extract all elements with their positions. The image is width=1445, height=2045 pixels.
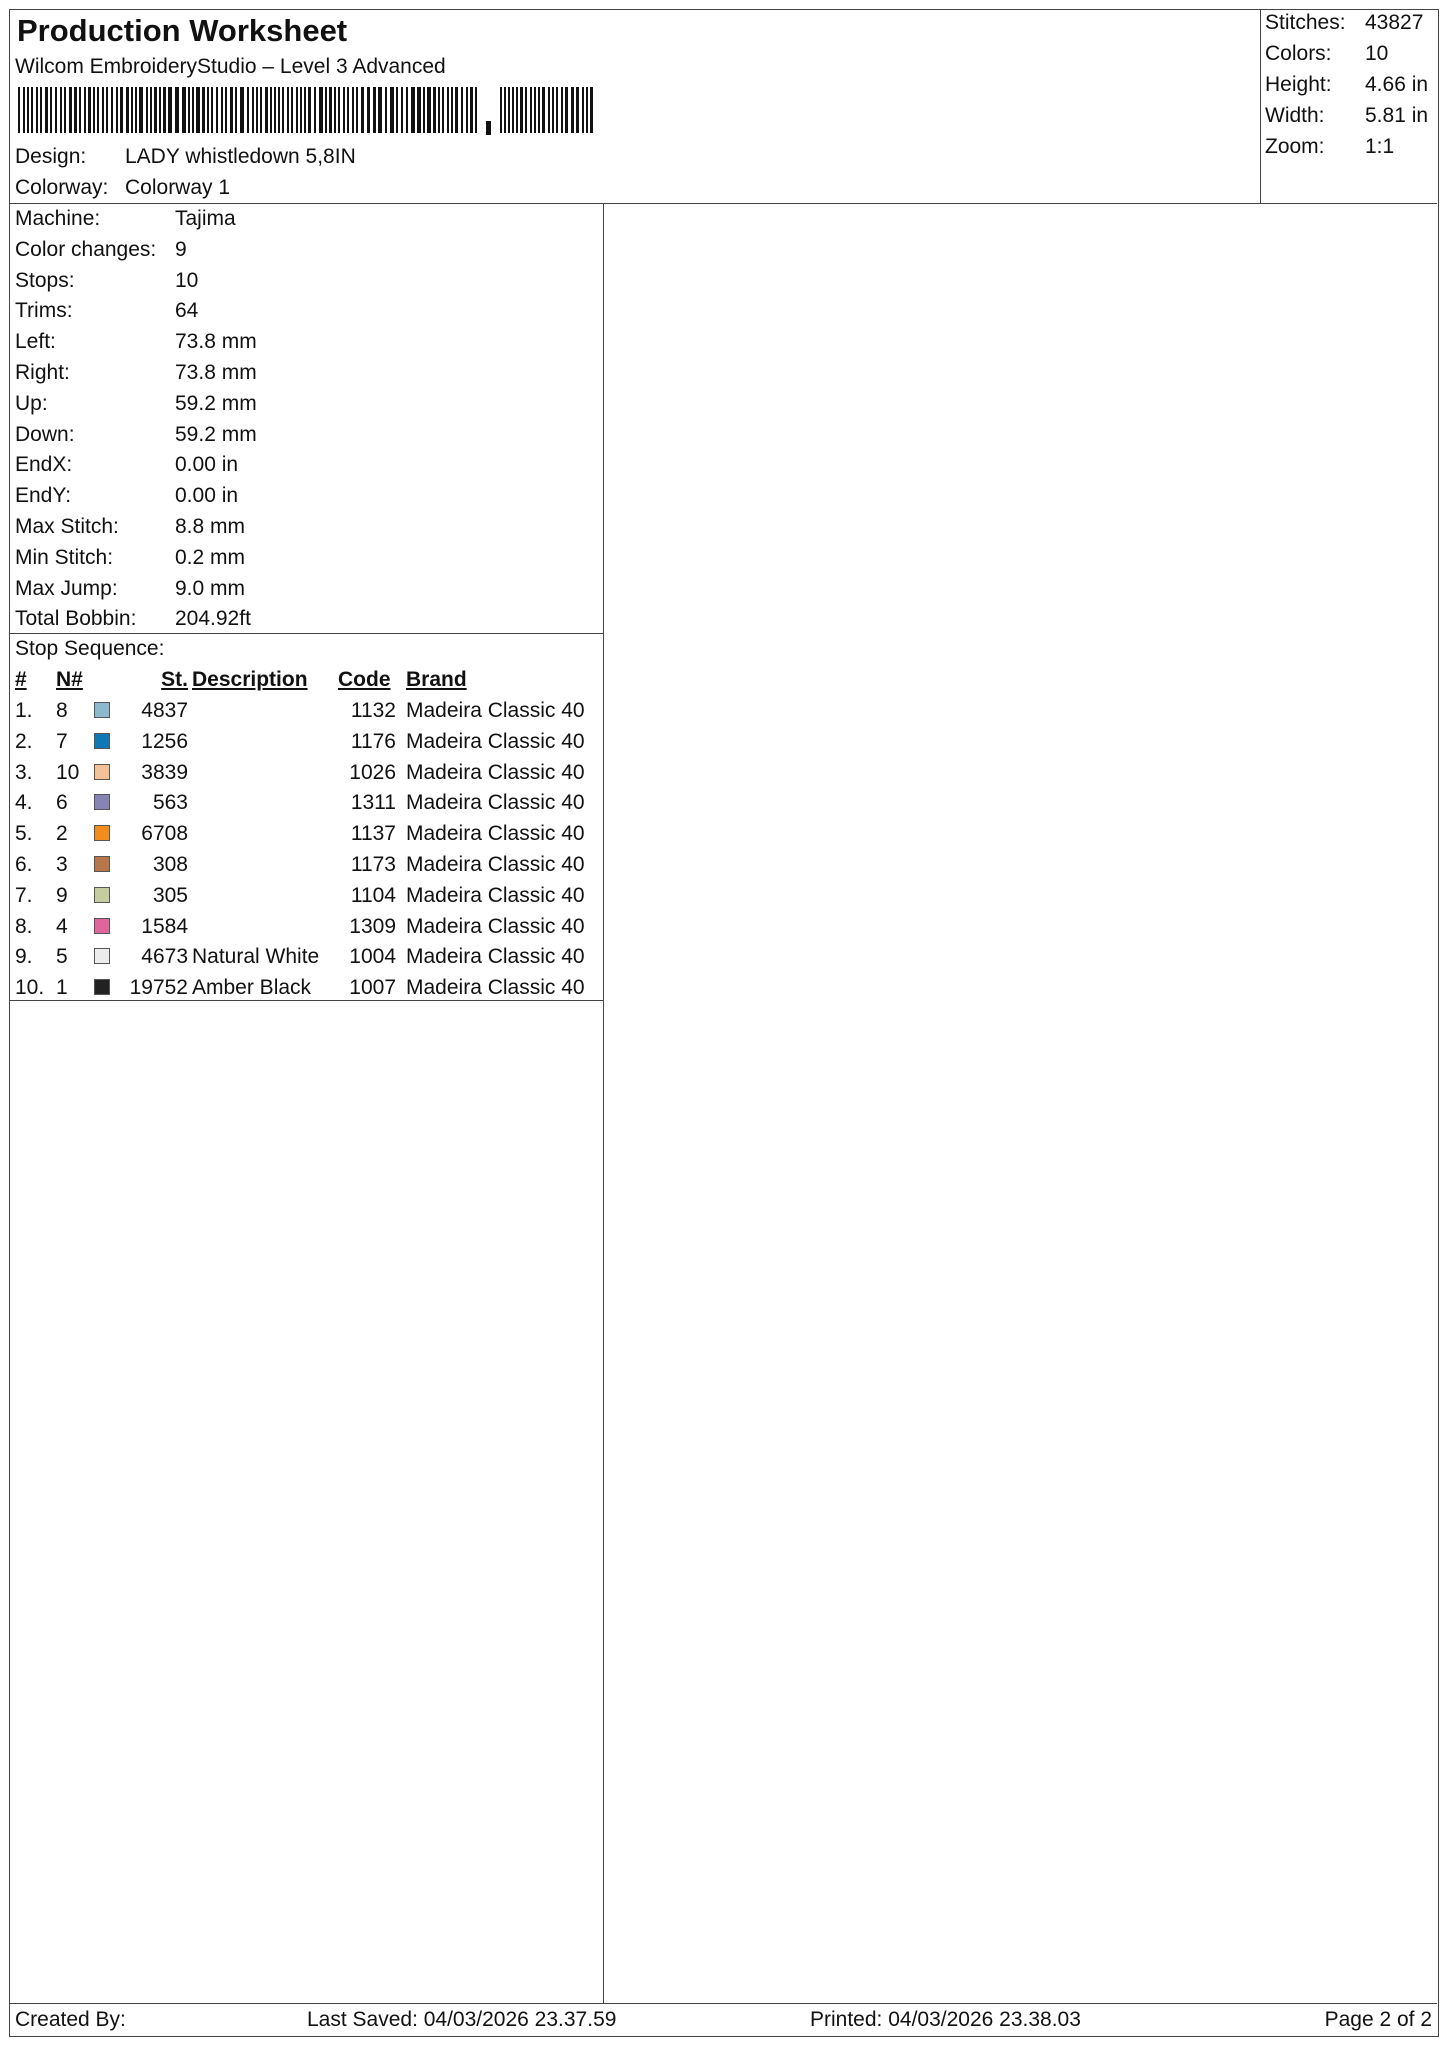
machine-info-label: Machine: bbox=[15, 207, 101, 230]
footer-created-by: Created By: bbox=[15, 2008, 126, 2031]
column-header-brand: Brand bbox=[406, 668, 467, 691]
column-header-num: # bbox=[15, 668, 27, 691]
needle-number: 10 bbox=[56, 760, 80, 784]
machine-info-label: Max Stitch: bbox=[15, 515, 119, 538]
stitch-count: 4837 bbox=[141, 699, 188, 722]
thread-color-swatch bbox=[94, 764, 110, 780]
colorway-value: Colorway 1 bbox=[125, 176, 231, 199]
row-number: 10. bbox=[15, 976, 45, 1000]
stitch-count: 305 bbox=[152, 883, 188, 907]
thread-color-swatch bbox=[94, 856, 110, 872]
needle-number: 7 bbox=[56, 729, 68, 753]
machine-info-value: 0.2 mm bbox=[175, 545, 246, 569]
stop-sequence-divider bbox=[10, 1000, 603, 1001]
design-label: Design: bbox=[15, 145, 87, 168]
thread-brand: Madeira Classic 40 bbox=[406, 699, 585, 722]
summary-label: Colors: bbox=[1265, 42, 1332, 65]
stitch-count: 4673 bbox=[141, 945, 188, 969]
footer-page-number: Page 2 of 2 bbox=[1324, 2008, 1432, 2031]
column-divider bbox=[603, 203, 604, 2003]
thread-brand: Madeira Classic 40 bbox=[406, 822, 585, 846]
summary-label: Zoom: bbox=[1265, 135, 1325, 158]
machine-info-value: 64 bbox=[175, 299, 199, 323]
machine-info-value: 9 bbox=[175, 237, 187, 261]
machine-info-label: Min Stitch: bbox=[15, 545, 114, 569]
row-number: 7. bbox=[15, 883, 33, 907]
page-title: Production Worksheet bbox=[17, 13, 348, 48]
needle-number: 8 bbox=[56, 699, 68, 722]
thread-color-swatch bbox=[94, 887, 110, 903]
summary-label: Width: bbox=[1265, 104, 1325, 127]
thread-color-swatch bbox=[94, 918, 110, 934]
machine-info-value: 0.00 in bbox=[175, 484, 239, 508]
thread-code: 1309 bbox=[349, 914, 396, 938]
machine-info-label: Color changes: bbox=[15, 237, 157, 261]
machine-info-label: Down: bbox=[15, 422, 75, 446]
production-worksheet bbox=[9, 9, 1439, 2037]
thread-code: 1007 bbox=[349, 976, 396, 1000]
machine-info-label: Stops: bbox=[15, 268, 75, 292]
thread-brand: Madeira Classic 40 bbox=[406, 945, 585, 969]
thread-description: Natural White bbox=[192, 945, 320, 969]
summary-value: 4.66 in bbox=[1365, 73, 1429, 96]
stitch-count: 1256 bbox=[141, 729, 188, 753]
thread-color-swatch bbox=[94, 825, 110, 841]
row-number: 3. bbox=[15, 760, 33, 784]
stitch-count: 6708 bbox=[141, 822, 188, 846]
thread-color-swatch bbox=[94, 979, 110, 995]
thread-brand: Madeira Classic 40 bbox=[406, 976, 585, 1000]
row-number: 1. bbox=[15, 699, 33, 722]
machine-info-label: Right: bbox=[15, 361, 70, 384]
column-header-needle: N# bbox=[56, 668, 83, 691]
needle-number: 1 bbox=[56, 976, 68, 1000]
machine-info-value: 73.8 mm bbox=[175, 361, 257, 384]
machine-info-label: EndX: bbox=[15, 453, 73, 477]
footer-divider bbox=[10, 2003, 1437, 2004]
colorway-label: Colorway: bbox=[15, 176, 109, 199]
machine-info-label: Trims: bbox=[15, 299, 73, 323]
machine-info-value: 73.8 mm bbox=[175, 330, 257, 354]
summary-divider bbox=[1260, 10, 1261, 203]
thread-code: 1132 bbox=[350, 699, 396, 722]
summary-value: 1:1 bbox=[1365, 135, 1395, 158]
summary-value: 43827 bbox=[1365, 11, 1424, 34]
thread-brand: Madeira Classic 40 bbox=[406, 729, 585, 753]
column-header-code: Code bbox=[338, 668, 391, 691]
thread-color-swatch bbox=[94, 794, 110, 810]
machine-info-value: 10 bbox=[175, 268, 199, 292]
column-header-stitches: St. bbox=[161, 668, 188, 691]
needle-number: 2 bbox=[56, 822, 68, 846]
stitch-count: 308 bbox=[152, 853, 188, 876]
machine-info-value: 8.8 mm bbox=[175, 515, 246, 538]
machine-info-value: 204.92ft bbox=[175, 607, 251, 631]
barcode-image bbox=[18, 87, 593, 143]
thread-code: 1173 bbox=[350, 853, 396, 876]
row-number: 2. bbox=[15, 729, 33, 753]
stitch-count: 3839 bbox=[141, 760, 188, 784]
thread-code: 1311 bbox=[350, 791, 396, 815]
thread-code: 1176 bbox=[350, 729, 396, 753]
machine-info-label: EndY: bbox=[15, 484, 72, 508]
footer-printed: Printed: 04/03/2026 23.38.03 bbox=[810, 2008, 1081, 2031]
thread-brand: Madeira Classic 40 bbox=[406, 760, 585, 784]
thread-brand: Madeira Classic 40 bbox=[406, 914, 585, 938]
design-value: LADY whistledown 5,8IN bbox=[125, 145, 356, 168]
thread-description: Amber Black bbox=[192, 976, 312, 1000]
stitch-count: 563 bbox=[152, 791, 188, 815]
row-number: 5. bbox=[15, 822, 33, 846]
stitch-count: 19752 bbox=[129, 976, 188, 1000]
machine-info-divider bbox=[10, 633, 603, 634]
thread-brand: Madeira Classic 40 bbox=[406, 853, 585, 876]
stop-sequence-title: Stop Sequence: bbox=[15, 637, 165, 660]
row-number: 9. bbox=[15, 945, 33, 969]
summary-value: 5.81 in bbox=[1365, 104, 1429, 127]
needle-number: 4 bbox=[56, 914, 68, 938]
thread-code: 1137 bbox=[350, 822, 396, 846]
needle-number: 3 bbox=[56, 853, 68, 876]
machine-info-value: 9.0 mm bbox=[175, 576, 246, 600]
machine-info-value: 59.2 mm bbox=[175, 422, 257, 446]
summary-label: Height: bbox=[1265, 73, 1332, 96]
row-number: 4. bbox=[15, 791, 33, 815]
row-number: 8. bbox=[15, 914, 33, 938]
thread-code: 1104 bbox=[350, 883, 396, 907]
column-header-description: Description bbox=[192, 668, 308, 691]
thread-code: 1026 bbox=[349, 760, 396, 784]
machine-info-value: 0.00 in bbox=[175, 453, 239, 477]
thread-color-swatch bbox=[94, 733, 110, 749]
machine-info-value: Tajima bbox=[175, 207, 236, 230]
footer-last-saved: Last Saved: 04/03/2026 23.37.59 bbox=[307, 2008, 617, 2031]
thread-color-swatch bbox=[94, 702, 110, 718]
needle-number: 9 bbox=[56, 883, 68, 907]
thread-code: 1004 bbox=[349, 945, 396, 969]
thread-brand: Madeira Classic 40 bbox=[406, 883, 585, 907]
machine-info-label: Up: bbox=[15, 391, 48, 415]
row-number: 6. bbox=[15, 853, 33, 876]
thread-color-swatch bbox=[94, 948, 110, 964]
machine-info-label: Total Bobbin: bbox=[15, 607, 137, 631]
machine-info-label: Max Jump: bbox=[15, 576, 118, 600]
summary-label: Stitches: bbox=[1265, 11, 1346, 34]
summary-value: 10 bbox=[1365, 42, 1389, 65]
software-name: Wilcom EmbroideryStudio – Level 3 Advanced bbox=[15, 55, 446, 78]
stitch-count: 1584 bbox=[141, 914, 188, 938]
needle-number: 5 bbox=[56, 945, 68, 969]
thread-brand: Madeira Classic 40 bbox=[406, 791, 585, 815]
header-divider bbox=[10, 203, 1437, 204]
needle-number: 6 bbox=[56, 791, 68, 815]
machine-info-value: 59.2 mm bbox=[175, 391, 257, 415]
machine-info-label: Left: bbox=[15, 330, 56, 354]
